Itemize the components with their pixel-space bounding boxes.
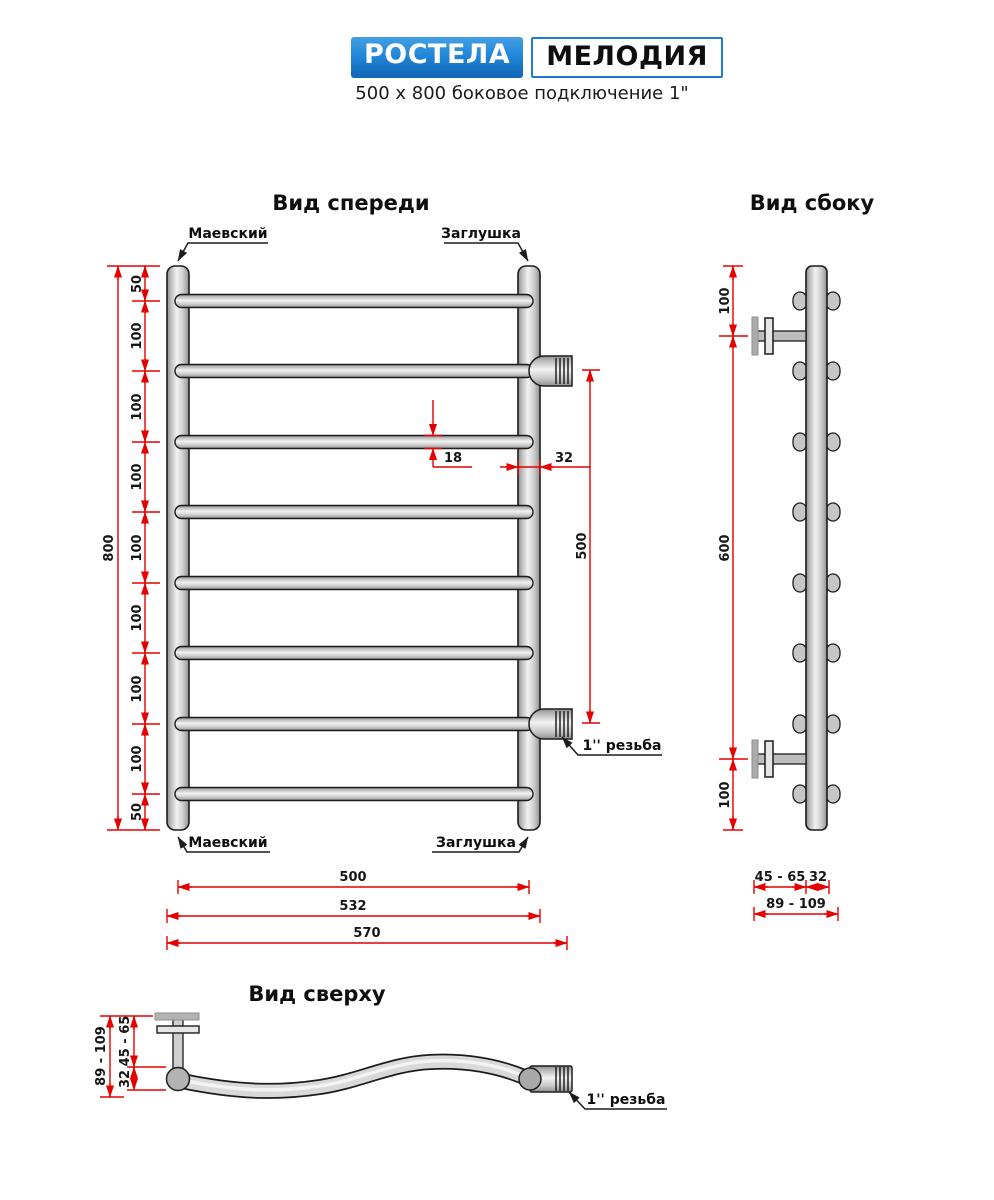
rung-diameter-dim bbox=[424, 400, 472, 467]
seg-dim: 100 bbox=[130, 463, 145, 491]
wall-to-tube-label: 45 - 65 bbox=[754, 870, 806, 885]
side-tube-diameter-label: 32 bbox=[808, 870, 828, 885]
connection-spacing-dim bbox=[575, 370, 600, 723]
plug-label-bottom: Заглушка bbox=[436, 835, 516, 851]
overall-height-dim: 800 bbox=[102, 534, 117, 562]
top-tube-section bbox=[167, 1068, 190, 1091]
top-thread-leader bbox=[569, 1092, 667, 1109]
top-view bbox=[94, 982, 667, 1109]
seg-dim: 50 bbox=[130, 802, 145, 822]
plug-label-top: Заглушка bbox=[441, 226, 521, 242]
seg-dim: 100 bbox=[130, 393, 145, 421]
width-total-label: 570 bbox=[353, 926, 381, 941]
front-view-title: Вид спереди bbox=[272, 191, 430, 215]
seg-dim: 100 bbox=[130, 534, 145, 562]
top-wall-to-tube-label: 45 - 65 bbox=[118, 1015, 133, 1067]
seg-dim: 100 bbox=[130, 745, 145, 773]
rung bbox=[175, 295, 533, 308]
total-depth-label: 89 - 109 bbox=[766, 897, 826, 912]
side-bracket-bottom bbox=[752, 740, 806, 778]
air-valve-label-bottom: Маевский bbox=[188, 835, 268, 851]
front-view bbox=[102, 191, 662, 950]
seg-dim: 100 bbox=[130, 604, 145, 632]
connection-spacing-label: 500 bbox=[575, 532, 590, 560]
bracket-to-bottom-label: 100 bbox=[718, 781, 733, 809]
top-connection-fitting bbox=[529, 356, 572, 386]
side-view-title: Вид сбоку bbox=[749, 191, 875, 215]
top-bracket bbox=[155, 1013, 199, 1071]
rung bbox=[175, 718, 533, 731]
model-badge: МЕЛОДИЯ bbox=[531, 37, 723, 78]
seg-dim: 50 bbox=[130, 274, 145, 294]
top-view-title: Вид сверху bbox=[248, 982, 386, 1006]
thread-label-front: 1'' резьба bbox=[582, 738, 662, 754]
side-height-dims bbox=[718, 266, 748, 830]
top-tube-diameter-label: 32 bbox=[118, 1069, 133, 1089]
air-valve-label-top: Маевский bbox=[188, 226, 268, 242]
front-width-dims bbox=[167, 870, 567, 950]
rung bbox=[175, 577, 533, 590]
rung bbox=[175, 788, 533, 801]
front-rungs bbox=[175, 295, 533, 801]
bottom-connection-fitting bbox=[529, 709, 572, 739]
rung bbox=[175, 506, 533, 519]
top-total-depth-label: 89 - 109 bbox=[94, 1026, 109, 1086]
width-outer-label: 532 bbox=[339, 899, 367, 914]
seg-dim: 100 bbox=[130, 322, 145, 350]
top-thread-fitting bbox=[519, 1066, 572, 1092]
product-subtitle: 500 x 800 боковое подключение 1" bbox=[355, 83, 689, 104]
rung bbox=[175, 365, 533, 378]
side-view bbox=[718, 191, 875, 921]
side-tube bbox=[806, 266, 827, 830]
top-depth-dims bbox=[94, 1016, 166, 1097]
side-bracket-top bbox=[752, 317, 806, 355]
tube-diameter-dim bbox=[500, 451, 590, 474]
front-height-dims bbox=[102, 266, 160, 830]
bracket-spacing-label: 600 bbox=[718, 534, 733, 562]
width-axis-label: 500 bbox=[339, 870, 367, 885]
top-rung-tube bbox=[182, 1061, 524, 1091]
rung bbox=[175, 436, 533, 449]
brand-badge: РОСТЕЛА bbox=[351, 37, 523, 78]
seg-dim: 100 bbox=[130, 675, 145, 703]
top-to-bracket-label: 100 bbox=[718, 287, 733, 315]
rung bbox=[175, 647, 533, 660]
side-depth-dims bbox=[754, 870, 838, 921]
front-left-tube bbox=[167, 266, 189, 830]
tube-diameter-label: 32 bbox=[554, 451, 574, 466]
front-right-tube bbox=[518, 266, 540, 830]
thread-label-top-view: 1'' резьба bbox=[586, 1092, 666, 1108]
rung-diameter-label: 18 bbox=[443, 451, 463, 466]
